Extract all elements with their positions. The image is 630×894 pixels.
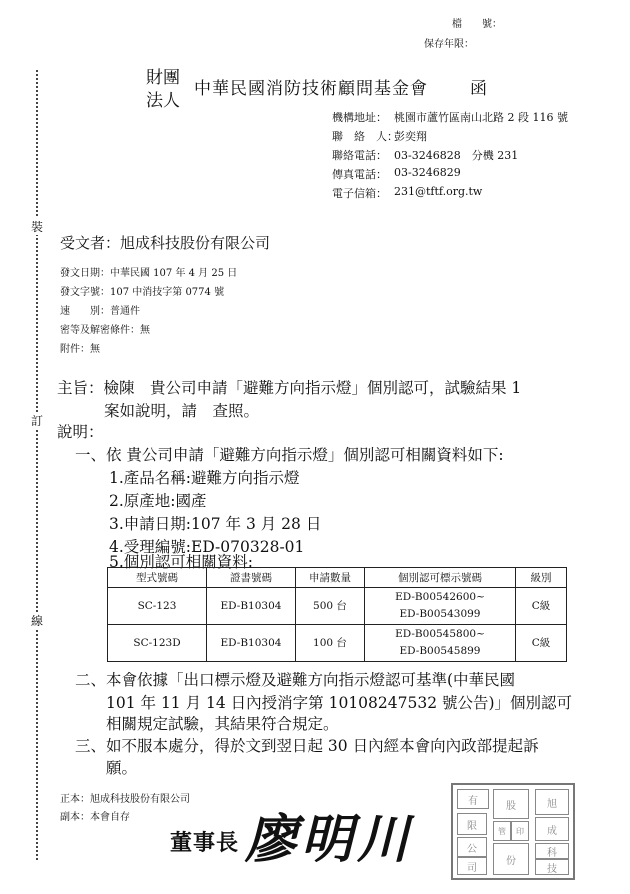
item-2-line-1: 二、本會依據「出口標示燈及避難方向指示燈認可基準(中華民國: [75, 671, 516, 689]
cell-grade: C級: [516, 625, 567, 662]
contact-person-label: 聯 絡 人：: [332, 130, 398, 143]
seal-char: 公: [457, 837, 487, 857]
chairman-signature: 廖明川: [245, 809, 414, 870]
binding-line: [36, 70, 38, 860]
seal-char: 成: [535, 817, 569, 841]
label-range-end: ED-B00543099: [399, 608, 481, 620]
distribution-original: 正本：旭成科技股份有限公司: [60, 794, 190, 805]
header-cert: 證書號碼: [207, 568, 296, 588]
cell-model: SC-123: [108, 588, 207, 625]
organization-seal: [451, 783, 575, 880]
label-range-start: ED-B00542600~: [395, 591, 485, 603]
meta-speed: 速 別：普通件: [60, 306, 140, 317]
contact-person: 彭奕翔: [394, 130, 427, 143]
header-qty: 申請數量: [296, 568, 365, 588]
org-prefix-2: 法人: [146, 91, 180, 111]
item-1-title: 一、依 貴公司申請「避難方向指示燈」個別認可相關資料如下:: [75, 446, 504, 464]
subject-line-2: 案如說明，請 查照。: [104, 402, 260, 420]
header-model: 型式號碼: [108, 568, 207, 588]
seal-char: 有: [457, 789, 489, 809]
seal-char: 司: [457, 857, 487, 875]
contact-fax: 03-3246829: [394, 166, 461, 179]
item-1-sub-4: 4.受理編號:ED-070328-01: [109, 538, 305, 556]
permit-table: [107, 567, 567, 662]
cell-cert: ED-B10304: [207, 625, 296, 662]
cell-label-no: [365, 588, 516, 625]
binding-mark-ding: 訂: [31, 414, 44, 428]
meta-attachment: 附件：無: [60, 344, 100, 355]
item-2-line-2: 101 年 11 月 14 日內授消字第 10108247532 號公告)」個別認可: [106, 694, 573, 712]
cell-cert: ED-B10304: [207, 588, 296, 625]
seal-char: 股: [493, 789, 529, 819]
table-row: [108, 625, 567, 662]
cell-label-no: [365, 625, 516, 662]
org-name: 中華民國消防技術顧問基金會: [194, 79, 428, 99]
seal-char: 限: [457, 813, 487, 835]
label-range-end: ED-B00545899: [399, 645, 481, 657]
binding-mark-xian: 線: [31, 614, 44, 628]
item-1-sub-5: 5.個別認可相關資料:: [109, 553, 254, 571]
contact-address: 桃園市蘆竹區南山北路 2 段 116 號: [394, 111, 568, 124]
cell-qty: 100 台: [296, 625, 365, 662]
meta-secrecy: 密等及解密條件：無: [60, 325, 150, 336]
org-prefix-1: 財團: [146, 68, 180, 88]
seal-char: 技: [535, 859, 569, 875]
cell-grade: C級: [516, 588, 567, 625]
label-range-start: ED-B00545800~: [395, 628, 485, 640]
seal-char: 印: [511, 821, 529, 841]
header-grade: 級別: [516, 568, 567, 588]
header-label-no: 個別認可標示號碼: [365, 568, 516, 588]
binding-mark-zhuang: 裝: [31, 220, 44, 234]
item-3-line-2: 願。: [106, 759, 138, 777]
seal-char: 旭: [535, 789, 569, 815]
meta-date: 發文日期：中華民國 107 年 4 月 25 日: [60, 268, 238, 279]
distribution-copy: 副本：本會自存: [60, 812, 130, 823]
cell-model: SC-123D: [108, 625, 207, 662]
item-1-sub-3: 3.申請日期:107 年 3 月 28 日: [109, 515, 322, 533]
chairman-title: 董事長: [170, 830, 240, 856]
item-2-line-3: 相關規定試驗，其結果符合規定。: [106, 715, 339, 733]
table-header-row: [108, 568, 567, 588]
contact-fax-label: 傳真電話：: [332, 168, 387, 181]
meta-doc-number: 發文字號：107 中消技字第 0774 號: [60, 287, 225, 298]
explanation-label: 說明：: [57, 423, 104, 441]
retention-label: 保存年限：: [424, 39, 474, 50]
item-1-sub-1: 1.產品名稱:避難方向指示燈: [109, 469, 300, 487]
contact-phone-label: 聯絡電話：: [332, 149, 387, 162]
subject-line-1: 主旨：檢陳 貴公司申請「避難方向指示燈」個別認可，試驗結果 1: [57, 379, 522, 397]
seal-char: 份: [493, 843, 529, 875]
doc-type: 函: [470, 79, 487, 99]
cell-qty: 500 台: [296, 588, 365, 625]
item-3-line-1: 三、如不服本處分，得於文到翌日起 30 日內經本會向內政部提起訴: [75, 737, 539, 755]
seal-char: 管: [493, 821, 511, 841]
file-number-label: 檔 號：: [452, 19, 502, 30]
recipient: 受文者：旭成科技股份有限公司: [60, 234, 271, 252]
contact-phone: 03-3246828 分機 231: [394, 149, 519, 162]
seal-char: 科: [535, 843, 569, 859]
table-row: [108, 588, 567, 625]
contact-address-label: 機構地址：: [332, 111, 387, 124]
contact-email-label: 電子信箱：: [332, 187, 387, 200]
contact-email: 231@tftf.org.tw: [394, 185, 483, 198]
item-1-sub-2: 2.原產地:國產: [109, 492, 207, 510]
